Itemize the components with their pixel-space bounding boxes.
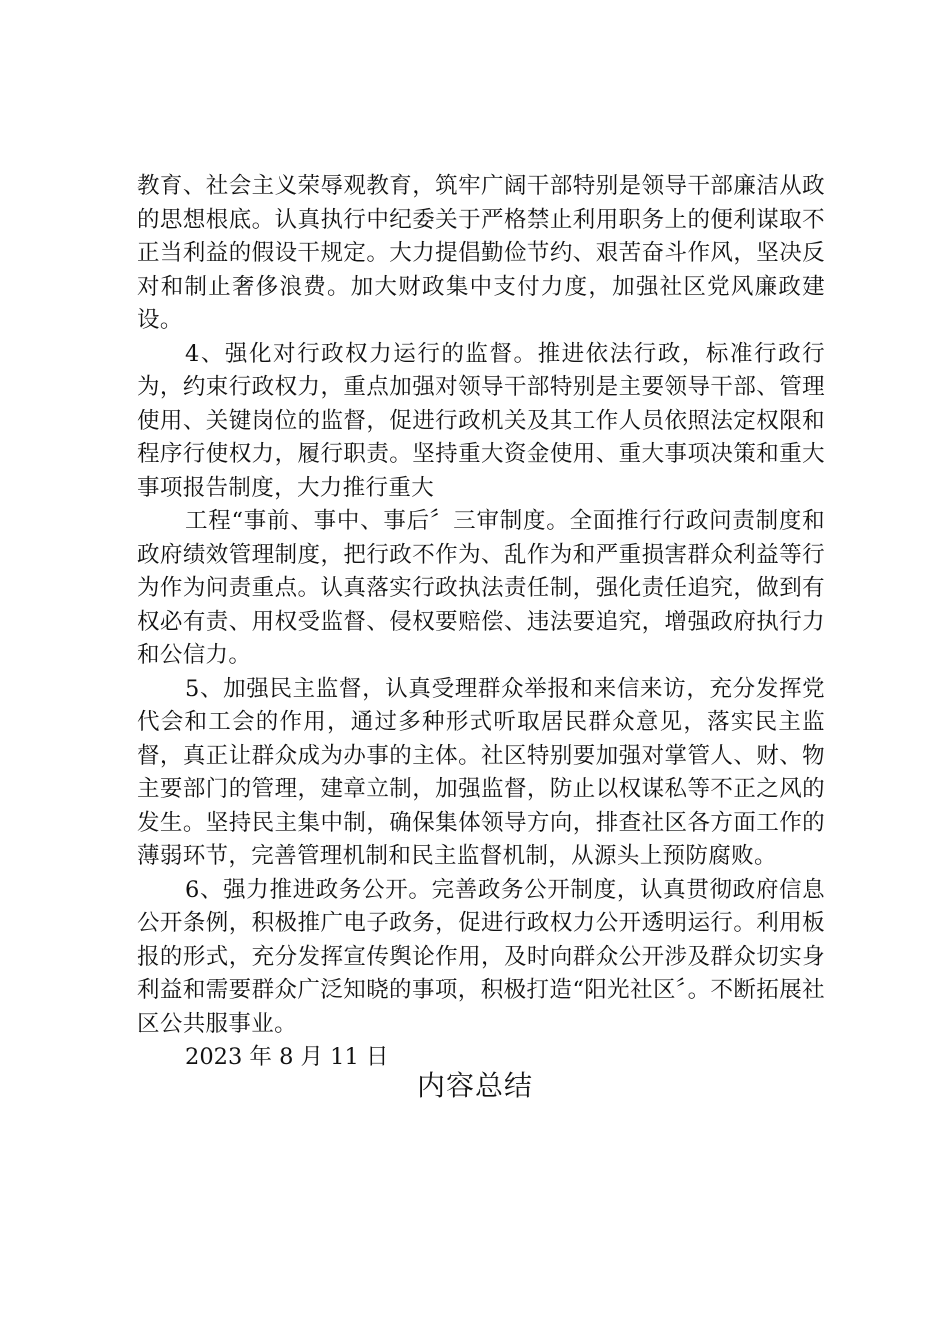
paragraph-continuation: 教育、社会主义荣辱观教育，筑牢广阔干部特别是领导干部廉洁从政的思想根底。认真执行中纪委关于严格禁止利用职务上的便利谋取不正当利益的假设干规定。大力提倡勤俭节约、艰苦奋斗作风，坚决反对和制止奢侈浪费。加大财政集中支付力度，加强社区党风廉政建设。 <box>137 173 825 333</box>
paragraph-item-6: 6、强力推进政务公开。完善政务公开制度，认真贯彻政府信息公开条例，积极推广电子政务，促进行政权力公开透明运行。利用板报的形式，充分发挥宣传舆论作用，及时向群众公开涉及群众切实身利益和需要群众广泛知晓的事项，积极打造“阳光社区〞。不断拓展社区公共服事业。 <box>137 876 825 1037</box>
summary-heading: 内容总结 <box>416 1069 533 1102</box>
document-date: 2023 年 8 月 11 日 <box>185 1044 389 1070</box>
paragraph-item-4-continued: 工程“事前、事中、事后〞三审制度。全面推行行政问责制度和政府绩效管理制度，把行政不作为、乱作为和严重损害群众利益等行为作为问责重点。认真落实行政执法责任制，强化责任追究，做到有权必有责、用权受监督、侵权要赔偿、违法要追究，增强政府执行力和公信力。 <box>137 508 825 668</box>
paragraph-item-4: 4、强化对行政权力运行的监督。推进依法行政，标准行政行为，约束行政权力，重点加强对领导干部特别是主要领导干部、管理使用、关键岗位的监督，促进行政机关及其工作人员依照法定权限和程序行使权力，履行职责。坚持重大资金使用、重大事项决策和重大事项报告制度，大力推行重大 <box>137 340 825 501</box>
paragraph-item-5: 5、加强民主监督，认真受理群众举报和来信来访，充分发挥党代会和工会的作用，通过多种形式听取居民群众意见，落实民主监督，真正让群众成为办事的主体。社区特别要加强对掌管人、财、物主要部门的管理，建章立制，加强监督，防止以权谋私等不正之风的发生。坚持民主集中制，确保集体领导方向，排查社区各方面工作的薄弱环节，完善管理机制和民主监督机制，从源头上预防腐败。 <box>137 675 825 869</box>
document-body <box>137 170 825 1075</box>
